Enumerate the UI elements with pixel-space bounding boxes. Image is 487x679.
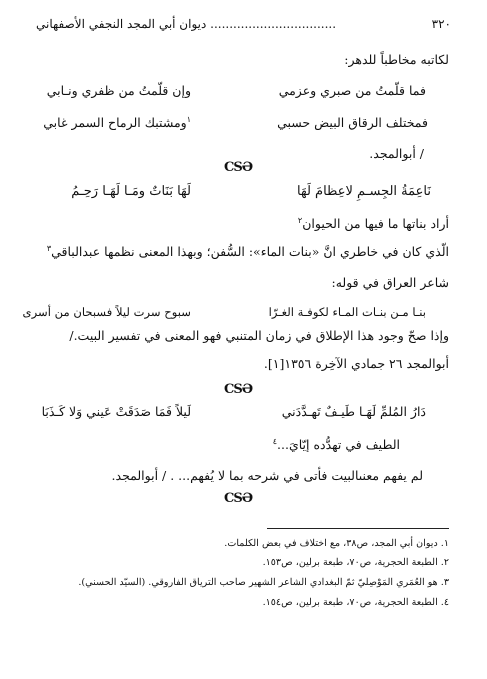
signature-1: / أبوالمجد.: [369, 146, 424, 161]
verse-3-second-hemistich: لَهَا بَنَاتٌ ومَـا لَهَـا رَحِـمُ: [71, 184, 191, 199]
page-number: ٣٢٠: [431, 17, 451, 31]
commentary-line-5: أبوالمجد ٢٦ جمادي الآخِرة ١٣٥٦[١].: [263, 356, 449, 371]
footnote-ref-2: ٢: [297, 216, 303, 225]
verse-4-first-hemistich: بنـا مـن بنـات المـاء لكوفـة الغـرّا: [268, 305, 426, 319]
footnote-1: ١. ديوان أبي المجد، ص٣٨، مع اختلاف في بعض الكلمات.: [224, 538, 449, 549]
page-header: [36, 17, 451, 37]
verse-1-first-hemistich: فما قلّمتُ من صبري وعزمي: [278, 83, 426, 98]
commentary-line-6: [273, 437, 400, 452]
commentary-line-2: [47, 244, 449, 259]
footnote-3: ٣. هو العُمَري المَوْصِليّ ثمّ البغدادي الشاعر الشهير صاحب الترياق الفاروقي. (السيّد الحسني).: [78, 577, 449, 588]
intro-line: لكاتبه مخاطباً للدهر:: [344, 52, 449, 67]
running-title: ................................. ديوان أبي المجد النجفي الأصفهاني: [36, 17, 337, 31]
verse-1-second-hemistich: وإن قلّمتُ من ظفري ونـابي: [46, 83, 191, 98]
footnote-4: ٤. الطبعة الحجرية، ص٧٠، طبعة برلين، ص١٥٤.: [262, 597, 449, 608]
footnote-ref-4: ٤: [272, 437, 278, 446]
commentary-line-1-text: أراد بناتها ما فيها من الحيوان: [302, 216, 449, 232]
verse-5-second-hemistich: لَيلاً فَمَا صَدَقَتْ عَيني وَلا كَـذَبَا: [41, 404, 191, 419]
commentary-line-3: شاعر العراق في قوله:: [331, 275, 449, 290]
verse-2-footnote-ref: ١: [186, 115, 191, 124]
section-ornament-2: CSƏ: [224, 382, 253, 397]
verse-2-second-text: ومشتبك الرماح السمر غابي: [43, 115, 187, 131]
verse-2-second-hemistich: [43, 115, 191, 130]
commentary-line-7: لم يفهم معنىالبيت فأتى في شرحه بما لا يُفهم... . / أبوالمجد.: [111, 468, 423, 483]
footnote-separator: [267, 528, 449, 529]
verse-5-first-hemistich: دَارُ المُلمِّ لَهَـا طَيـفٌ تَهـدَّدَني: [281, 404, 426, 419]
verse-4-second-hemistich: سبوح سرت ليلاً فسبحان من أسرى: [22, 305, 191, 319]
commentary-line-1: [298, 216, 449, 231]
section-ornament-3: CSƏ: [224, 491, 253, 506]
verse-2-first-hemistich: فمختلف الرقاق البيض حسبي: [277, 115, 428, 130]
section-ornament-1: CSƏ: [224, 160, 253, 175]
commentary-line-6-text: الطيف في تهدُّده إيّايَ...: [277, 437, 400, 453]
commentary-line-4: وإذا صحّ وجود هذا الإطلاق في زمان المتنبي فهو المعنى في تفسير البيت./: [69, 328, 449, 343]
commentary-line-2-text: الّذي كان في خاطري انَّ «بنات الماء»: السُّفن؛ وبهذا المعنى نظمها عبدالباقي: [51, 244, 449, 260]
footnote-ref-3: ٣: [46, 244, 52, 253]
footnote-2: ٢. الطبعة الحجرية، ص٧٠، طبعة برلين، ص١٥٣.: [262, 557, 449, 568]
verse-3-first-hemistich: نَاعِمَةُ الجِسـمِ لاعِظامَ لَهَا: [297, 184, 431, 199]
